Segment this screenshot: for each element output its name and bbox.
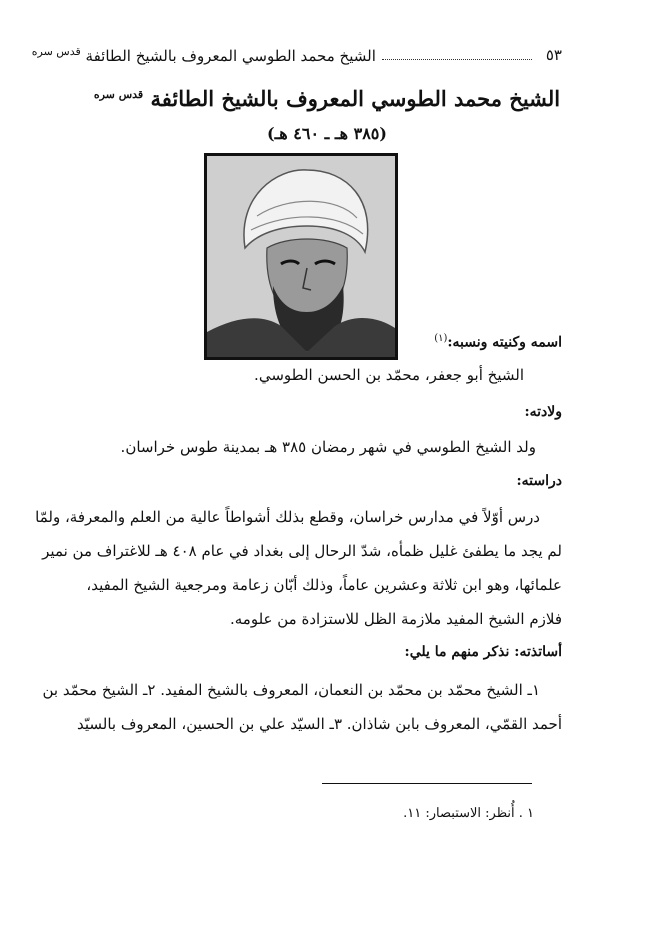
study-paragraph [35,500,562,636]
name-text: الشيخ أبو جعفر، محمّد بن الحسن الطوسي. [254,366,524,384]
life-dates: (٣٨٥ هـ ـ ٤٦٠ هـ) [267,124,387,143]
teachers-paragraph [42,673,562,741]
footnote-divider [322,783,532,784]
honorific-glyph: قدس سره [31,45,81,58]
running-title: الشيخ محمد الطوسي المعروف بالشيخ الطائفة $^{قدس سره}$ [31,45,376,65]
title-honorific-glyph: قدس سره [93,88,144,101]
study-heading: دراسته: [516,473,562,489]
page-number: ٥٣ [545,46,562,64]
teachers-line: أحمد القمّي، المعروف بابن شاذان. ٣ـ السيّد علي بن الحسين، المعروف بالسيّد [77,715,562,733]
leader-dots [382,51,532,60]
study-line: علمائها، وهو ابن ثلاثة وعشرين عاماً، وذلك أبّان زعامة ومرجعية الشيخ المفيد، [86,576,562,594]
study-line: درس أوّلاً في مدارس خراسان، وقطع بذلك أشواطاً عالية من العلم والمعرفة، ولمّا [35,508,540,526]
page-title: الشيخ محمد الطوسي المعروف بالشيخ الطائفة $^{قدس سره}$ [93,86,561,111]
teachers-heading: أساتذته: نذكر منهم ما يلي: [404,644,562,660]
study-line: لم يجد ما يطفئ غليل ظمأه، شدّ الرحال إلى بغداد في عام ٤٠٨ هـ للاغتراف من نمير [42,542,562,560]
footnote-text: ١ . أُنظر: الاستبصار: ١١. [403,806,534,821]
portrait-drawing [207,156,395,357]
running-header [30,42,562,68]
study-line: فلازم الشيخ المفيد ملازمة الظل للاستزادة من علومه. [229,610,562,628]
birth-heading: ولادته: [524,404,562,420]
birth-text: ولد الشيخ الطوسي في شهر رمضان ٣٨٥ هـ بمدينة طوس خراسان. [120,438,536,456]
portrait-image [204,153,398,360]
teachers-line: ١ـ الشيخ محمّد بن محمّد بن النعمان، المعروف بالشيخ المفيد. ٢ـ الشيخ محمّد بن [42,681,540,699]
name-heading: اسمه وكنيته ونسبه:$^{(١)}$ [434,333,562,351]
footnote-reference: (١) [434,333,448,344]
